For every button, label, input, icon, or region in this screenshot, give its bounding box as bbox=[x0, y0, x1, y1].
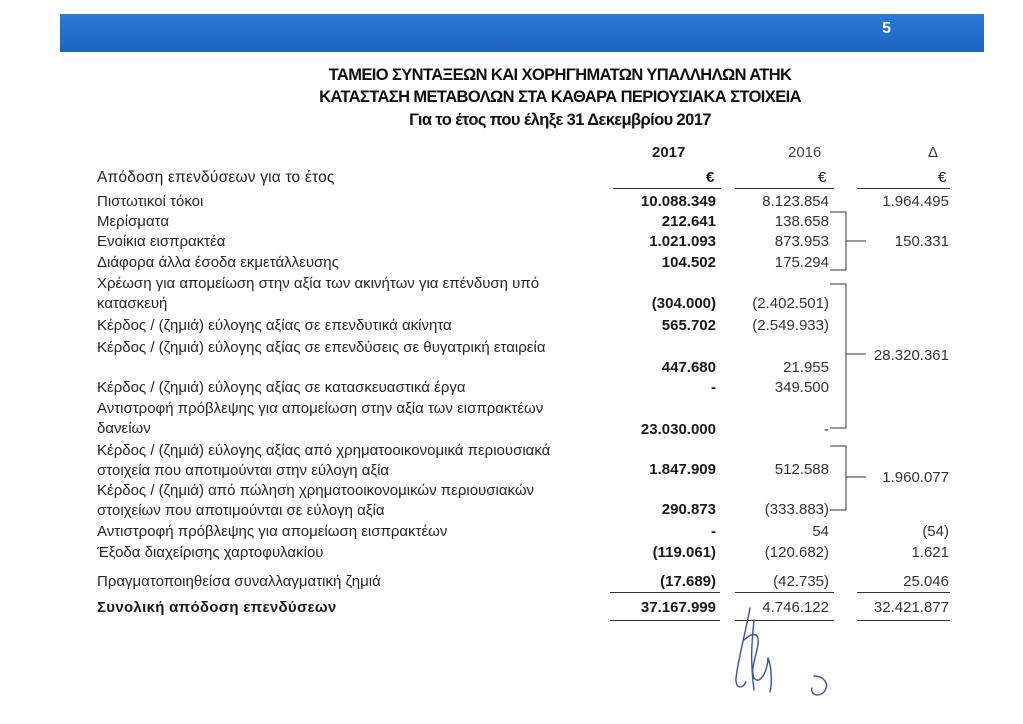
column-header-2016: 2016 bbox=[788, 144, 822, 161]
row-value-2017: (304.000) bbox=[651, 295, 716, 312]
row-label-dividends: Μερίσματα bbox=[97, 213, 170, 230]
statement-title: ΚΑΤΑΣΤΑΣΗ ΜΕΤΑΒΟΛΩΝ ΣΤΑ ΚΑΘΑΡΑ ΠΕΡΙΟΥΣΙΑΚΑ ΣΤΟΙΧΕΙΑ bbox=[319, 88, 801, 106]
row-value-delta: 1.960.077 bbox=[882, 469, 949, 486]
row-value-2016: 54 bbox=[812, 523, 829, 540]
row-value-2016: 138.658 bbox=[774, 213, 829, 230]
row-value-delta: 150.331 bbox=[894, 233, 949, 250]
bracket-group-3 bbox=[830, 446, 846, 510]
row-label-fair-value-subsidiary: Κέρδος / (ζημιά) εύλογης αξίας σε επενδύσεις σε θυγατρική εταιρεία bbox=[97, 339, 546, 356]
row-label-other-income: Διάφορα άλλα έσοδα εκμετάλλευσης bbox=[97, 254, 339, 271]
bracket-group-1 bbox=[830, 212, 846, 270]
row-value-2017: 212.641 bbox=[661, 213, 716, 230]
row-value-delta: 25.046 bbox=[903, 573, 949, 590]
row-label-realised-fx-loss: Πραγματοποιηθείσα συναλλαγματική ζημιά bbox=[97, 573, 381, 590]
total-label: Συνολική απόδοση επενδύσεων bbox=[97, 599, 337, 616]
row-value-2017: 1.021.093 bbox=[649, 233, 716, 250]
row-value-2016: (120.682) bbox=[764, 544, 829, 561]
total-value-2016: 4.746.122 bbox=[762, 599, 829, 616]
row-label-reversal-loan-impairment: Αντιστροφή πρόβλεψης για απομείωση στην αξία των εισπρακτέων δανείων bbox=[97, 400, 544, 437]
bracket-group-2 bbox=[830, 284, 846, 428]
row-value-2016: 175.294 bbox=[774, 254, 829, 271]
row-label-impairment-property-under-construction: Χρέωση για απομείωση στην αξία των ακινήτων για επένδυση υπό κατασκευή bbox=[97, 275, 540, 312]
row-label-reversal-receivables-impairment: Αντιστροφή πρόβλεψης για απομείωση εισπρακτέων bbox=[97, 523, 448, 540]
row-value-2017: 104.502 bbox=[661, 254, 716, 271]
row-value-delta: 28.320.361 bbox=[873, 347, 949, 364]
currency-2016: € bbox=[818, 169, 827, 186]
row-value-2017: 1.847.909 bbox=[649, 461, 716, 478]
section-title: Απόδοση επενδύσεων για το έτος bbox=[97, 169, 335, 186]
row-value-2017: 10.088.349 bbox=[640, 193, 716, 210]
row-value-2017: 290.873 bbox=[661, 501, 716, 518]
row-value-2016: (333.883) bbox=[764, 501, 829, 518]
row-value-2017: - bbox=[711, 523, 716, 540]
row-value-2016: 512.588 bbox=[774, 461, 829, 478]
row-label-portfolio-management-expenses: Έξοδα διαχείρισης χαρτοφυλακίου bbox=[97, 544, 324, 561]
column-header-2017: 2017 bbox=[652, 144, 686, 161]
currency-2017: € bbox=[706, 169, 715, 186]
row-value-2017: 565.702 bbox=[661, 317, 716, 334]
row-label-rental-income: Ενοίκια εισπρακτέα bbox=[97, 233, 226, 250]
row-value-delta: (54) bbox=[922, 523, 949, 540]
row-value-2016: 349.500 bbox=[774, 379, 829, 396]
fund-name-title: ΤΑΜΕΙΟ ΣΥΝΤΑΞΕΩΝ ΚΑΙ ΧΟΡΗΓΗΜΑΤΩΝ ΥΠΑΛΛΗΛΩΝ ΑΤΗΚ bbox=[328, 66, 792, 84]
column-header-delta: Δ bbox=[928, 144, 939, 161]
row-value-2016: 873.953 bbox=[774, 233, 829, 250]
page-number: 5 bbox=[882, 20, 891, 37]
row-value-2016: (2.402.501) bbox=[752, 295, 829, 312]
total-value-delta: 32.421.877 bbox=[873, 599, 949, 616]
row-value-2017: (119.061) bbox=[652, 544, 716, 561]
row-value-2017: 447.680 bbox=[661, 359, 716, 376]
row-value-2017: (17.689) bbox=[660, 573, 716, 590]
row-label-fair-value-construction-projects: Κέρδος / (ζημιά) εύλογης αξίας σε κατασκευαστικά έργα bbox=[97, 379, 466, 396]
row-value-delta: 1.621 bbox=[911, 544, 949, 561]
row-label-interest-income: Πιστωτικοί τόκοι bbox=[97, 193, 204, 210]
row-value-2017: 23.030.000 bbox=[640, 421, 716, 438]
handwritten-signature bbox=[720, 600, 840, 700]
row-value-2017: - bbox=[711, 379, 716, 396]
row-value-2016: (42.735) bbox=[773, 573, 829, 590]
row-value-2016: - bbox=[824, 421, 829, 438]
row-value-delta: 1.964.495 bbox=[882, 193, 949, 210]
total-value-2017: 37.167.999 bbox=[640, 599, 716, 616]
row-label-fair-value-investment-property: Κέρδος / (ζημιά) εύλογης αξίας σε επενδυτικά ακίνητα bbox=[97, 317, 452, 334]
row-label-gain-sale-financial-assets: Κέρδος / (ζημιά) από πώληση χρηματοοικονομικών περιουσιακών στοιχείων που αποτιμούνται σε εύλογη αξία bbox=[97, 482, 535, 519]
currency-delta: € bbox=[938, 169, 947, 186]
row-label-fair-value-financial-assets: Κέρδος / (ζημιά) εύλογης αξίας από χρηματοοικονομικά περιουσιακά στοιχεία που αποτιμούνται στην εύλογη αξία bbox=[97, 442, 551, 479]
row-value-2016: 21.955 bbox=[783, 359, 829, 376]
row-value-2016: 8.123.854 bbox=[762, 193, 829, 210]
row-value-2016: (2.549.933) bbox=[752, 317, 829, 334]
period-subtitle: Για το έτος που έληξε 31 Δεκεμβρίου 2017 bbox=[409, 111, 711, 129]
